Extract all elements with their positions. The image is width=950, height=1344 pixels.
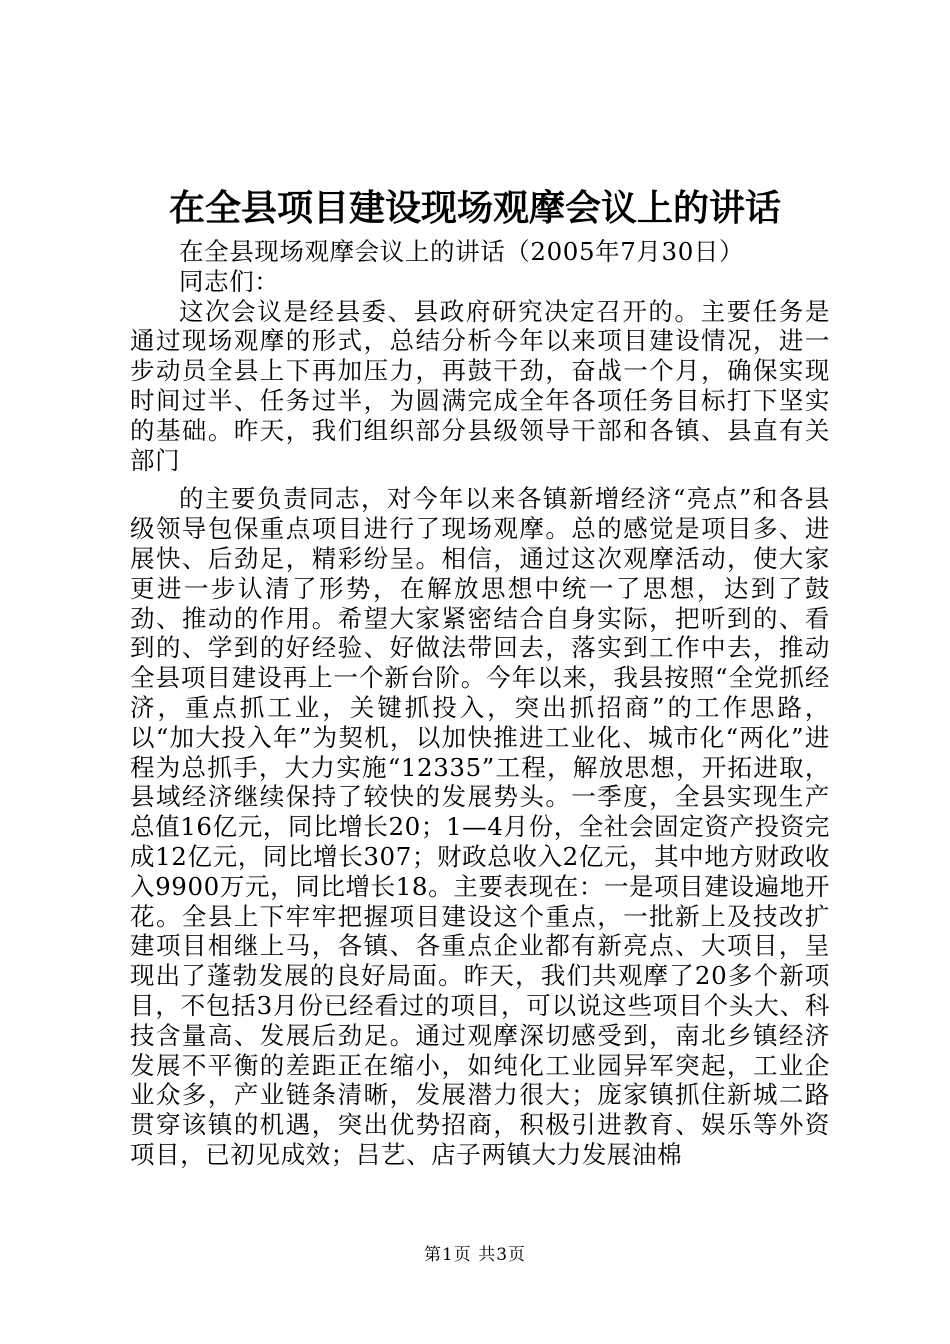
body-paragraph-2: 的主要负责同志，对今年以来各镇新增经济“亮点”和各县级领导包保重点项目进行了现场观摩。总的感觉是项目多、进展快、后劲足，精彩纷呈。相信，通过这次观摩活动，使大家更进一步认清了形势，在解放思想中统一了思想，达到了鼓劲、推动的作用。希望大家紧密结合自身实际，把听到的、看到的、学到的好经验、好做法带回去，落实到工作中去，推动全县项目建设再上一个新台阶。今年以来，我县按照“全党抓经济，重点抓工业，关键抓投入，突出抓招商”的工作思路，以“加大投入年”为契机，以加快推进工业化、城市化“两化”进程为总抓手，大力实施“12335”工程，解放思想，开拓进取，县域经济继续保持了较快的发展势头。一季度，全县实现生产总值16亿元，同比增长20；1—4月份，全社会固定资产投资完成12亿元，同比增长307；财政总收入2亿元，其中地方财政收入9900万元，同比增长18。主要表现在：一是项目建设遍地开花。全县上下牢牢把握项目建设这个重点，一批新上及技改扩建项目相继上马，各镇、各重点企业都有新亮点、大项目，呈现出了蓬勃发展的良好局面。昨天，我们共观摩了20多个新项目，不包括3月份已经看过的项目，可以说这些项目个头大、科技含量高、发展后劲足。通过观摩深切感受到，南北乡镇经济发展不平衡的差距正在缩小，如纯化工业园异军突起，工业企业众多，产业链条清晰，发展潜力很大；庞家镇抓住新城二路贯穿该镇的机遇，突出优势招商，积极引进教育、娱乐等外资项目，已初见成效；吕艺、店子两镇大力发展油棉: [130, 484, 830, 1169]
document-title: 在全县项目建设现场观摩会议上的讲话: [168, 187, 781, 229]
body-paragraph-1: 这次会议是经县委、县政府研究决定召开的。主要任务是通过现场观摩的形式，总结分析今年以来项目建设情况，进一步动员全县上下再加压力，再鼓干劲，奋战一个月，确保实现时间过半、任务过半，为圆满完成全年各项任务目标打下坚实的基础。昨天，我们组织部分县级领导干部和各镇、县直有关部门: [130, 296, 830, 475]
document-body: [130, 237, 830, 1170]
document-subtitle: 在全县现场观摩会议上的讲话（2005年7月30日）: [179, 237, 745, 266]
page-footer: 第1页 共3页: [423, 1245, 527, 1265]
salutation: 同志们：: [179, 266, 280, 296]
